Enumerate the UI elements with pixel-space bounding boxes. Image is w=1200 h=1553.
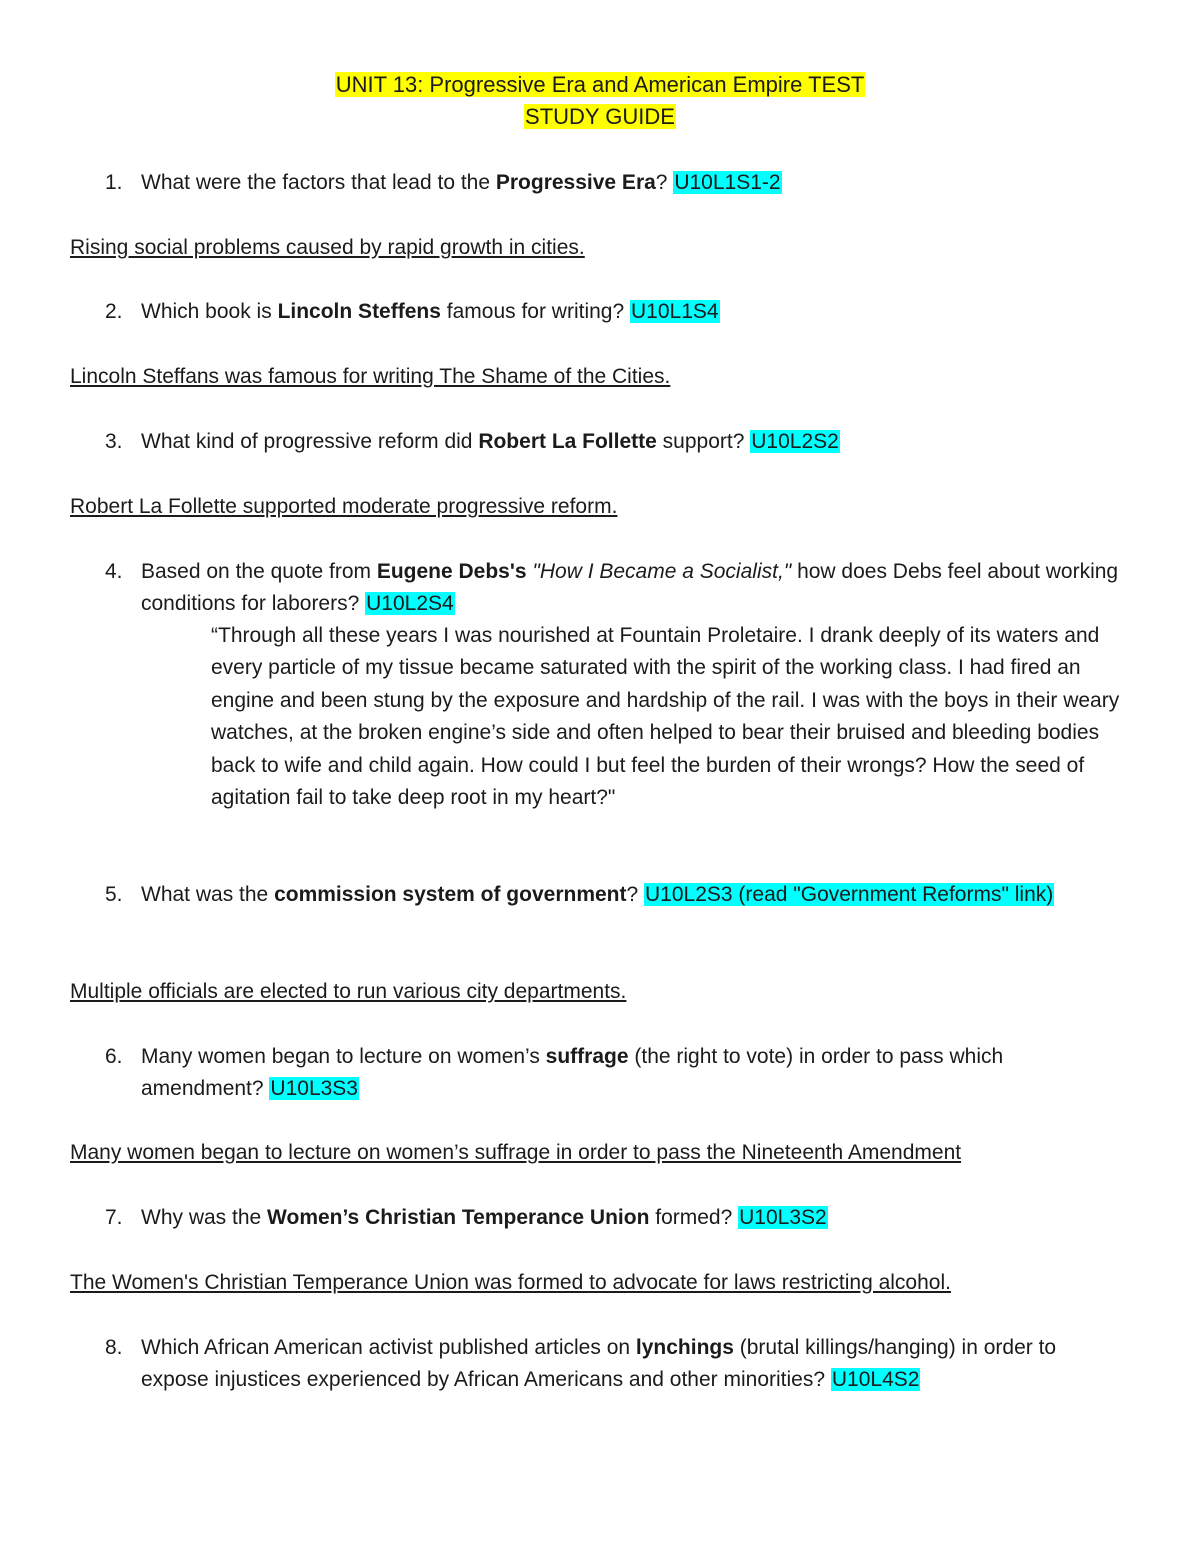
lesson-reference: U10L1S1-2	[674, 171, 781, 194]
question-suffix: formed?	[649, 1206, 739, 1229]
answer-6: Many women began to lecture on women’s suffrage in order to pass the Nineteenth Amendment	[70, 1141, 962, 1164]
lesson-reference: U10L1S4	[631, 300, 719, 323]
question-prefix: Many women began to lecture on women’s	[141, 1045, 546, 1068]
lesson-reference: U10L2S2	[751, 430, 839, 453]
debs-quote: “Through all these years I was nourished at Fountain Proletaire. I drank deeply of its waters and every particle of my tissue became saturated with the spirit of the working class. I had fired an engine and been stung by the exposure and hardship of the rail. I was with the boys in their weary watches, at the broken engine’s side and often helped to bear their bruised and bleeding bodies back to wife and child again. How could I but feel the burden of their wrongs? How the seed of agitation fail to take deep root in my heart?"	[211, 624, 1120, 810]
document-subtitle	[0, 102, 1200, 132]
question-prefix: What kind of progressive reform did	[141, 430, 479, 453]
question-suffix: ?	[655, 171, 674, 194]
question-keyword: Robert La Follette	[478, 430, 657, 453]
question-suffix: ?	[626, 883, 645, 906]
question-keyword: Eugene Debs's	[376, 560, 527, 583]
question-prefix: Based on the quote from	[141, 560, 377, 583]
answer-2: Lincoln Steffans was famous for writing The Shame of the Cities.	[70, 365, 671, 388]
question-suffix: (brutal killings/hanging) in order to expose injustices experienced by African Americans and other minorities?	[141, 1336, 1057, 1391]
lesson-reference: U10L4S2	[831, 1368, 920, 1391]
lesson-reference: U10L2S4	[366, 592, 454, 615]
question-text	[141, 1202, 1121, 1234]
question-prefix: What were the factors that lead to the	[141, 171, 496, 194]
question-keyword: suffrage	[545, 1045, 629, 1068]
question-text	[141, 556, 1121, 620]
question-prefix: What was the	[141, 883, 275, 906]
question-number: 2.	[105, 300, 123, 323]
question-keyword: lynchings	[635, 1336, 734, 1359]
lesson-reference: U10L2S3 (read "Government Reforms" link)	[645, 883, 1054, 906]
question-number: 1.	[105, 171, 123, 194]
question-prefix: Which African American activist published articles on	[141, 1336, 636, 1359]
question-keyword: Lincoln Steffens	[277, 300, 441, 323]
lesson-reference: U10L3S3	[270, 1077, 358, 1100]
question-text	[141, 426, 1121, 458]
document-title	[0, 70, 1200, 100]
question-number: 6.	[105, 1045, 123, 1068]
question-number: 3.	[105, 430, 123, 453]
answer-5: Multiple officials are elected to run various city departments.	[70, 980, 627, 1003]
answer-7: The Women's Christian Temperance Union was formed to advocate for laws restricting alcohol.	[70, 1271, 951, 1294]
question-suffix: famous for writing?	[440, 300, 630, 323]
subtitle-text: STUDY GUIDE	[525, 104, 675, 129]
question-text	[141, 296, 1121, 328]
quote-title: "How I Became a Socialist,"	[532, 560, 792, 583]
question-number: 4.	[105, 560, 123, 583]
question-number: 5.	[105, 883, 123, 906]
question-keyword: Women’s Christian Temperance Union	[267, 1206, 650, 1229]
question-number: 7.	[105, 1206, 123, 1229]
question-text	[141, 1041, 1121, 1105]
question-number: 8.	[105, 1336, 123, 1359]
answer-1: Rising social problems caused by rapid growth in cities.	[70, 236, 585, 259]
question-suffix: how does Debs feel about working conditions for laborers?	[141, 560, 1119, 615]
question-text	[141, 1332, 1121, 1396]
lesson-reference: U10L3S2	[739, 1206, 827, 1229]
question-suffix: (the right to vote) in order to pass which amendment?	[141, 1045, 1004, 1100]
question-keyword: commission system of government	[274, 883, 627, 906]
question-suffix: support?	[656, 430, 751, 453]
question-keyword: Progressive Era	[495, 171, 656, 194]
question-prefix: Which book is	[141, 300, 278, 323]
question-prefix: Why was the	[141, 1206, 268, 1229]
title-text: UNIT 13: Progressive Era and American Empire TEST	[335, 72, 865, 97]
answer-3: Robert La Follette supported moderate progressive reform.	[70, 495, 618, 518]
question-text	[141, 167, 1121, 199]
question-text	[141, 879, 1121, 911]
